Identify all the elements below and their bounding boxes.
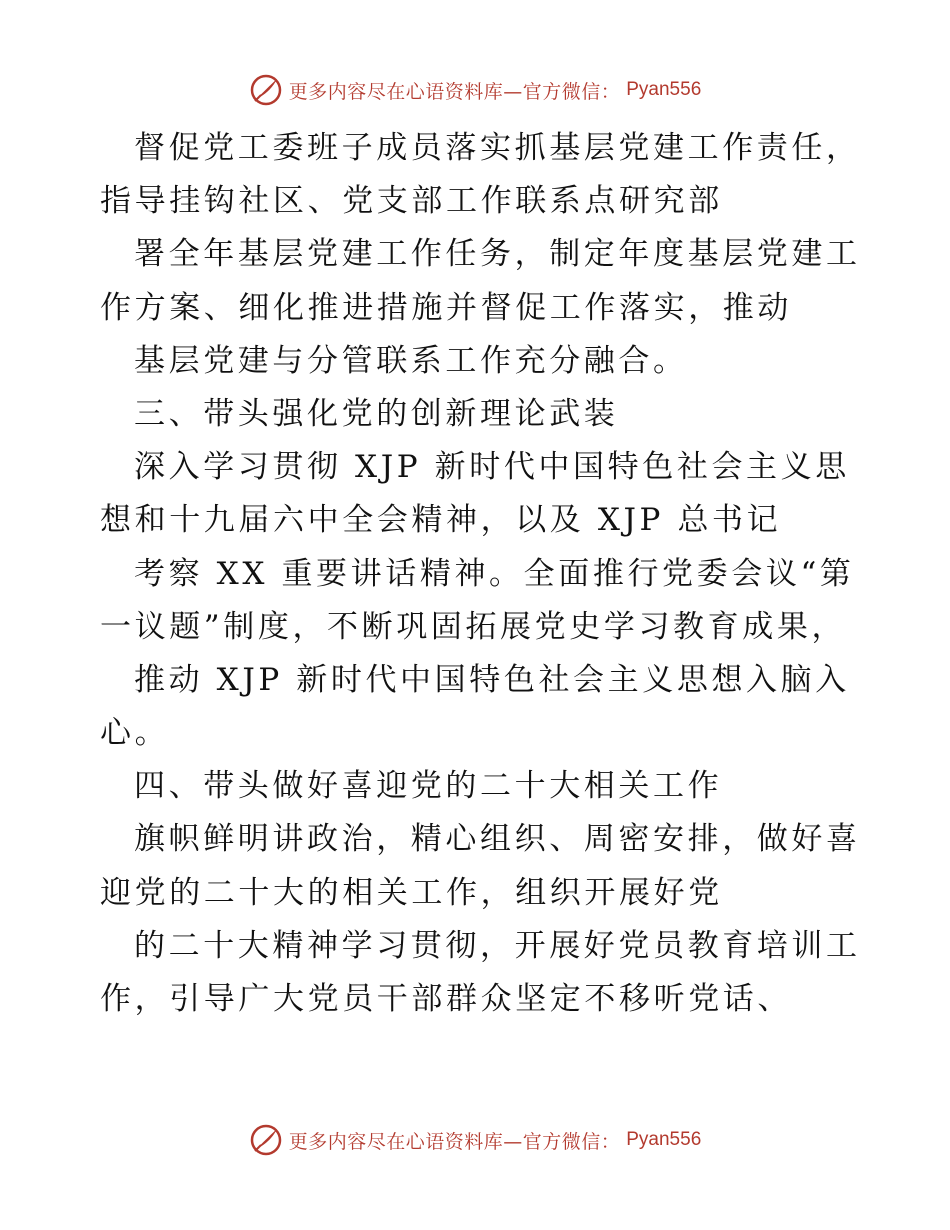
- text-line: 四、带头做好喜迎党的二十大相关工作: [134, 768, 723, 805]
- text-line: 的二十大精神学习贯彻，开展好党员教育培训工: [134, 927, 861, 964]
- watermark-wechat-id: Pyan556: [626, 79, 702, 100]
- text-line: 旗帜鲜明讲政治，精心组织、周密安排，做好喜: [134, 821, 861, 858]
- footer-watermark: [0, 1120, 950, 1160]
- text-line: 基层党建与分管联系工作充分融合。: [134, 342, 688, 379]
- watermark-text: 更多内容尽在心语资料库—官方微信：: [288, 80, 621, 103]
- text-line: 心。: [100, 715, 170, 752]
- text-line: 一议题”制度，不断巩固拓展党史学习教育成果，: [100, 608, 847, 645]
- document-body: [100, 122, 860, 1026]
- text-line: 深入学习贯彻 XJP 新时代中国特色社会主义思: [134, 449, 850, 486]
- text-line: 指导挂钩社区、党支部工作联系点研究部: [100, 183, 723, 220]
- text-line: 作方案、细化推进措施并督促工作落实，推动: [100, 289, 792, 326]
- text-line: 推动 XJP 新时代中国特色社会主义思想入脑入: [134, 661, 850, 698]
- watermark-wechat-id: Pyan556: [626, 1129, 702, 1150]
- text-line: 作，引导广大党员干部群众坚定不移听党话、: [100, 981, 792, 1017]
- text-line: 三、带头强化党的创新理论武装: [134, 395, 619, 432]
- feather-pen-circle-icon: [249, 73, 283, 107]
- text-line: 署全年基层党建工作任务，制定年度基层党建工: [134, 236, 861, 273]
- text-line: 督促党工委班子成员落实抓基层党建工作责任，: [134, 130, 861, 166]
- text-line: 想和十九届六中全会精神，以及 XJP 总书记: [100, 502, 782, 539]
- text-line: 迎党的二十大的相关工作，组织开展好党: [100, 874, 723, 911]
- text-line: 考察 XX 重要讲话精神。全面推行党委会议“第: [134, 555, 855, 592]
- header-watermark: [0, 70, 950, 110]
- watermark-text: 更多内容尽在心语资料库—官方微信：: [288, 1130, 621, 1153]
- feather-pen-circle-icon: [249, 1123, 283, 1157]
